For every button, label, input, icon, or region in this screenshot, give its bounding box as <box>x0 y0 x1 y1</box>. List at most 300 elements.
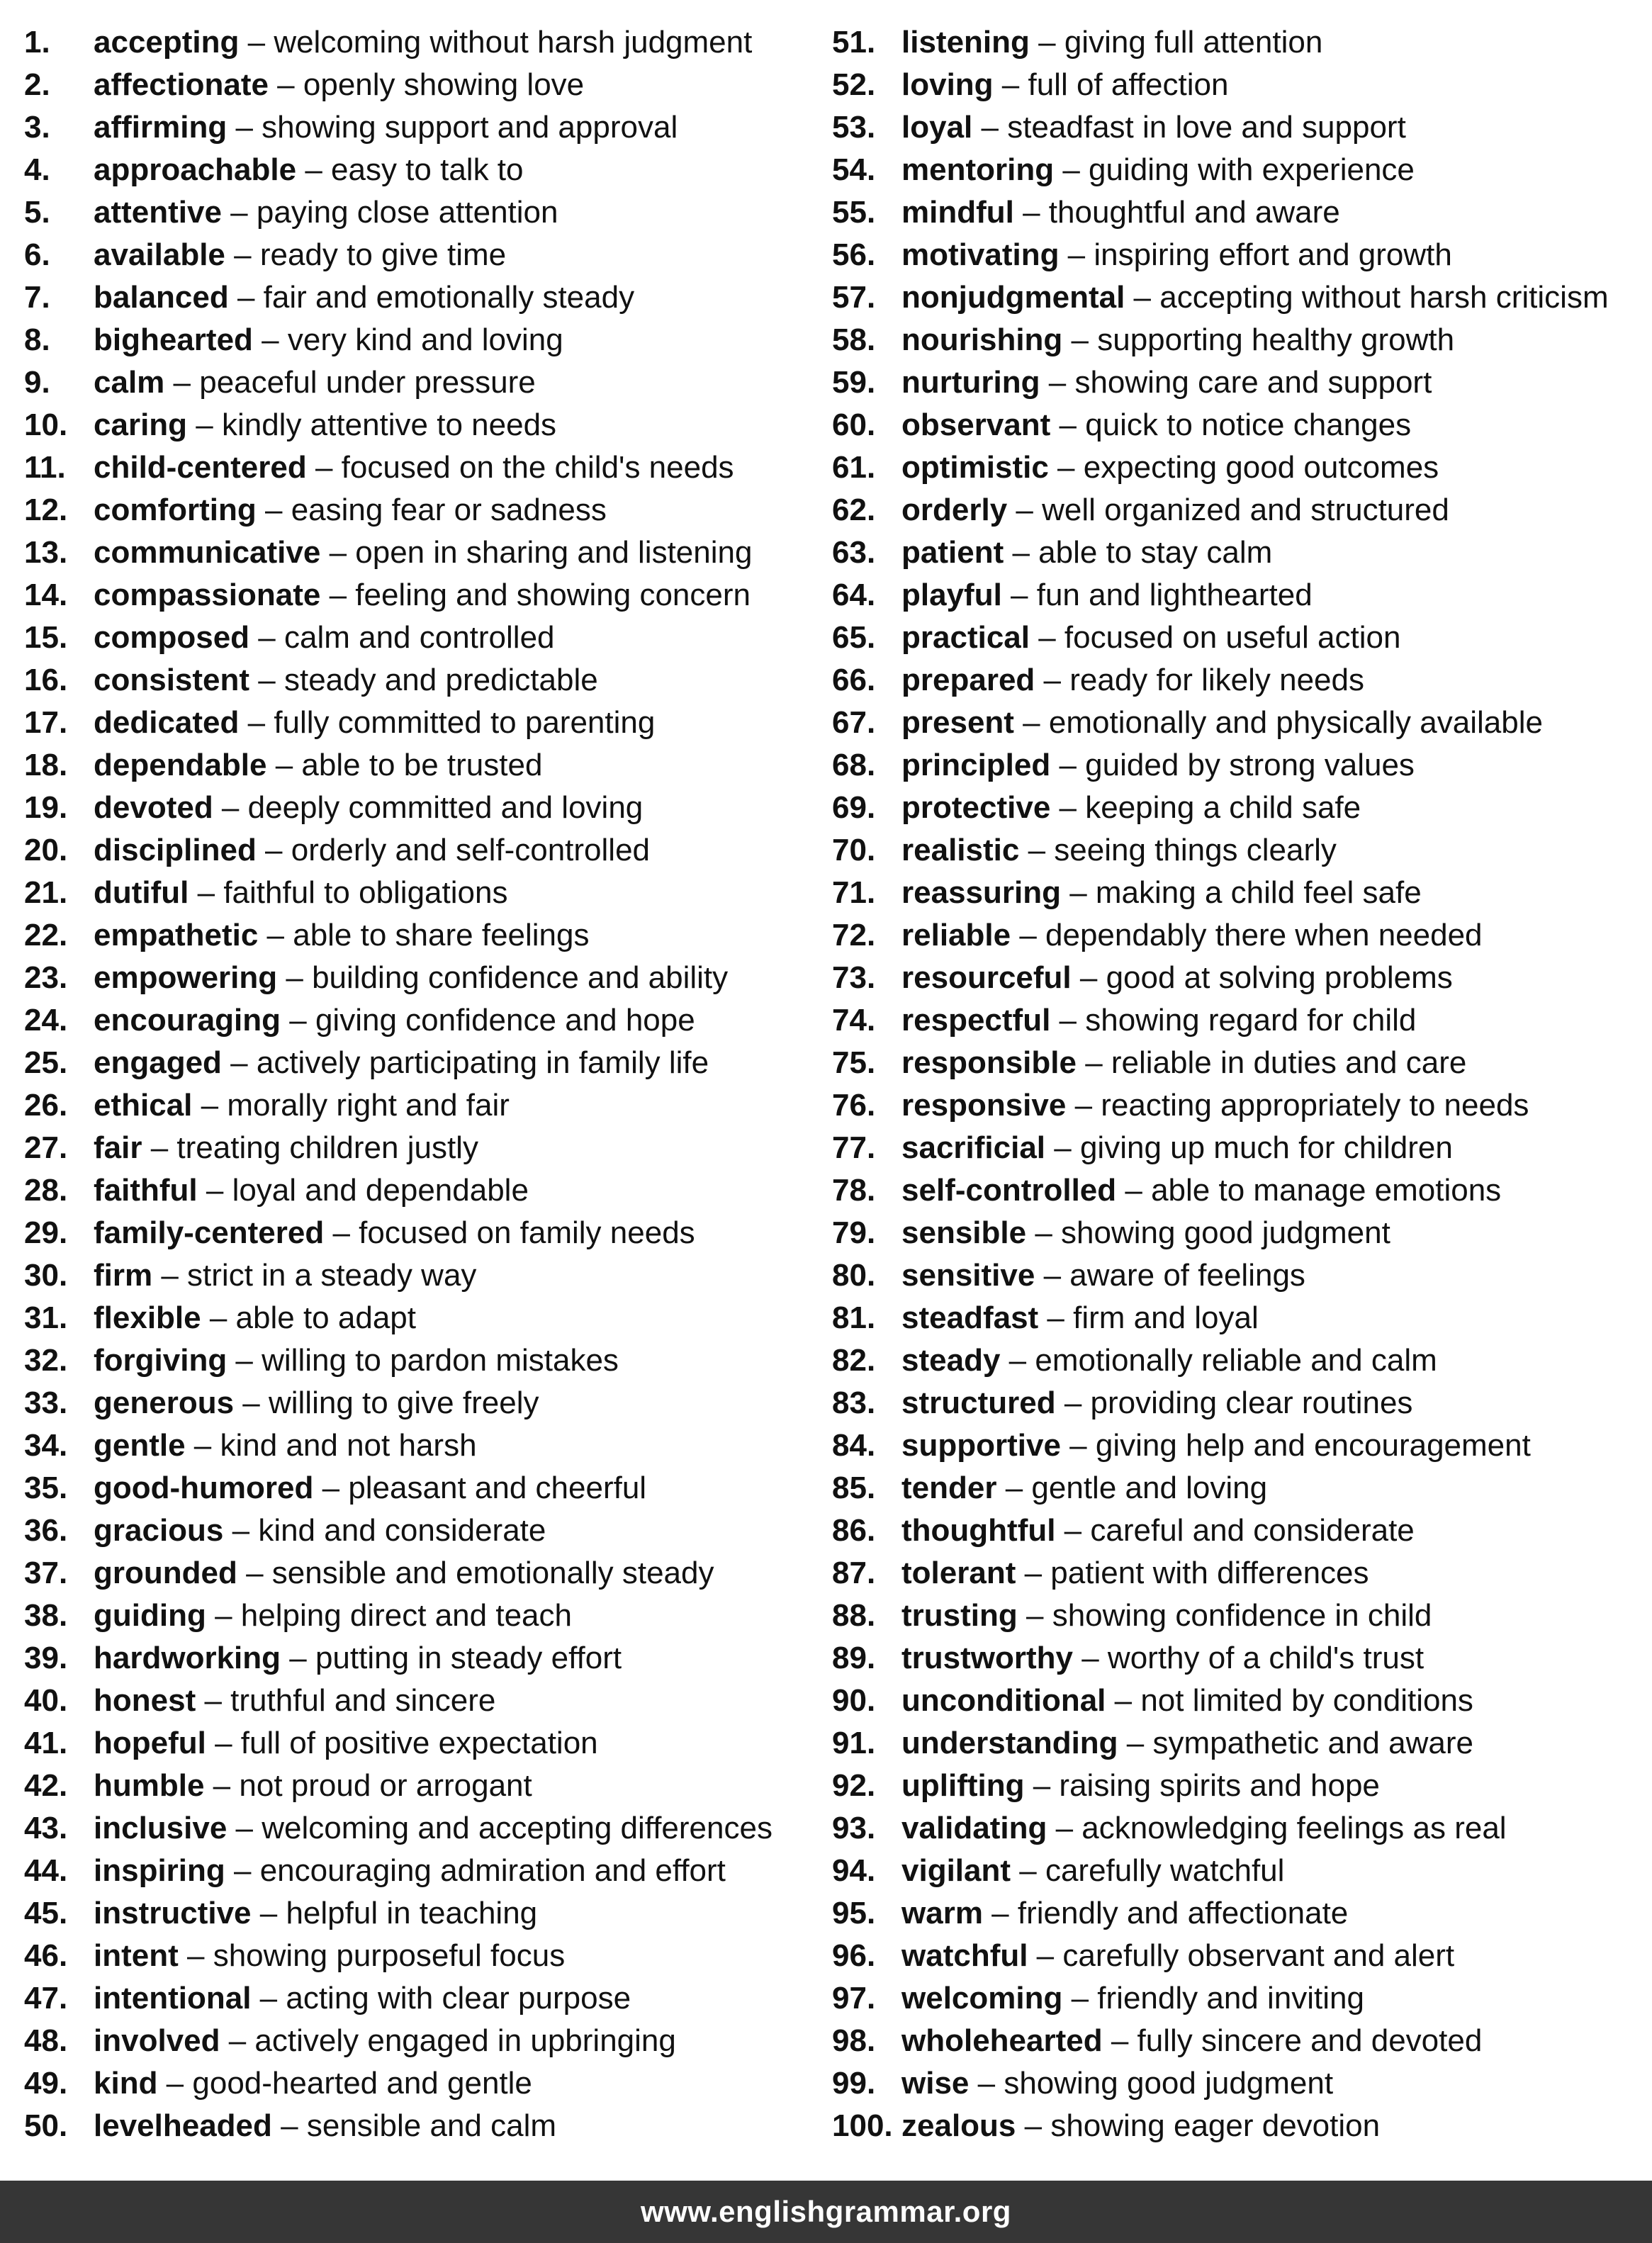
item-entry: gracious – kind and considerate <box>94 1513 546 1548</box>
item-definition: showing eager devotion <box>1050 2108 1381 2143</box>
item-definition: easy to talk to <box>331 152 524 187</box>
item-number: 20. <box>24 833 68 867</box>
list-item <box>24 2062 825 2105</box>
item-entry: generous – willing to give freely <box>94 1385 539 1420</box>
item-entry: tolerant – patient with differences <box>901 1556 1369 1590</box>
list-item <box>24 1850 825 1892</box>
item-word: loving <box>901 67 994 102</box>
item-number: 42. <box>24 1768 68 1803</box>
list-item <box>24 617 825 659</box>
item-word: sensitive <box>901 1258 1035 1293</box>
item-entry: respectful – showing regard for child <box>901 1003 1417 1038</box>
item-entry: understanding – sympathetic and aware <box>901 1726 1473 1760</box>
item-word: self-controlled <box>901 1173 1117 1208</box>
item-number: 62. <box>832 493 876 527</box>
item-word: hopeful <box>94 1726 206 1760</box>
list-item <box>24 702 825 744</box>
item-definition: welcoming without harsh judgment <box>274 25 753 60</box>
item-word: dutiful <box>94 875 189 910</box>
item-definition: easing fear or sadness <box>291 493 607 527</box>
item-entry: listening – giving full attention <box>901 25 1323 60</box>
item-word: resourceful <box>901 960 1072 995</box>
item-word: present <box>901 705 1014 740</box>
item-entry: resourceful – good at solving problems <box>901 960 1453 995</box>
item-entry: inclusive – welcoming and accepting differences <box>94 1811 772 1845</box>
item-number: 34. <box>24 1428 68 1463</box>
item-word: approachable <box>94 152 297 187</box>
item-word: honest <box>94 1683 196 1718</box>
item-definition: acknowledging feelings as real <box>1081 1811 1507 1845</box>
list-item <box>24 1127 825 1169</box>
item-word: warm <box>901 1896 983 1930</box>
item-number: 49. <box>24 2066 68 2101</box>
item-definition: accepting without harsh criticism <box>1159 280 1609 315</box>
item-word: accepting <box>94 25 240 60</box>
item-definition: orderly and self-controlled <box>291 833 651 867</box>
item-definition: showing purposeful focus <box>213 1938 566 1973</box>
list-item <box>24 149 825 191</box>
item-definition: guided by strong values <box>1085 748 1415 782</box>
list-item <box>24 1467 825 1510</box>
item-number: 48. <box>24 2023 68 2058</box>
item-number: 77. <box>832 1130 876 1165</box>
list-item <box>832 914 1647 957</box>
list-item <box>832 1169 1647 1212</box>
item-entry: compassionate – feeling and showing concern <box>94 578 751 612</box>
item-word: intentional <box>94 1981 252 2016</box>
list-item <box>832 1339 1647 1382</box>
item-entry: disciplined – orderly and self-controlled <box>94 833 651 867</box>
item-number: 71. <box>832 875 876 910</box>
item-entry: steadfast – firm and loyal <box>901 1300 1259 1335</box>
item-word: nonjudgmental <box>901 280 1125 315</box>
item-word: generous <box>94 1385 235 1420</box>
item-definition: reliable in duties and care <box>1111 1045 1467 1080</box>
item-number: 47. <box>24 1981 68 2016</box>
item-word: loyal <box>901 110 973 145</box>
item-number: 79. <box>832 1215 876 1250</box>
item-entry: nourishing – supporting healthy growth <box>901 322 1455 357</box>
item-word: thoughtful <box>901 1513 1056 1548</box>
list-item <box>24 276 825 319</box>
list-item <box>24 1254 825 1297</box>
item-definition: fully committed to parenting <box>274 705 656 740</box>
item-number: 9. <box>24 365 50 400</box>
list-item <box>24 1212 825 1254</box>
item-word: nurturing <box>901 365 1040 400</box>
item-entry: trusting – showing confidence in child <box>901 1598 1432 1633</box>
item-word: optimistic <box>901 450 1049 485</box>
item-number: 40. <box>24 1683 68 1718</box>
item-number: 52. <box>832 67 876 102</box>
item-entry: hopeful – full of positive expectation <box>94 1726 598 1760</box>
item-entry: sensible – showing good judgment <box>901 1215 1390 1250</box>
item-number: 27. <box>24 1130 68 1165</box>
item-entry: good-humored – pleasant and cheerful <box>94 1471 647 1505</box>
item-word: reassuring <box>901 875 1061 910</box>
item-entry: motivating – inspiring effort and growth <box>901 237 1452 272</box>
item-definition: not limited by conditions <box>1140 1683 1473 1718</box>
item-number: 5. <box>24 195 50 230</box>
list-item <box>24 1892 825 1935</box>
item-word: orderly <box>901 493 1008 527</box>
item-entry: calm – peaceful under pressure <box>94 365 536 400</box>
item-definition: sensible and calm <box>306 2108 557 2143</box>
list-item <box>24 1552 825 1595</box>
item-number: 33. <box>24 1385 68 1420</box>
item-number: 3. <box>24 110 50 145</box>
item-number: 19. <box>24 790 68 825</box>
item-number: 17. <box>24 705 68 740</box>
item-entry: tender – gentle and loving <box>901 1471 1268 1505</box>
list-item <box>832 1935 1647 1977</box>
item-definition: fully sincere and devoted <box>1137 2023 1483 2058</box>
list-item <box>832 191 1647 234</box>
item-number: 10. <box>24 407 68 442</box>
item-definition: acting with clear purpose <box>286 1981 631 2016</box>
item-entry: prepared – ready for likely needs <box>901 663 1364 697</box>
item-entry: intentional – acting with clear purpose <box>94 1981 631 2016</box>
item-entry: comforting – easing fear or sadness <box>94 493 607 527</box>
item-number: 35. <box>24 1471 68 1505</box>
item-word: trusting <box>901 1598 1018 1633</box>
item-definition: able to adapt <box>235 1300 416 1335</box>
item-number: 2. <box>24 67 50 102</box>
item-definition: raising spirits and hope <box>1059 1768 1380 1803</box>
item-entry: unconditional – not limited by conditions <box>901 1683 1473 1718</box>
item-number: 89. <box>832 1641 876 1675</box>
list-item <box>832 702 1647 744</box>
item-entry: sensitive – aware of feelings <box>901 1258 1305 1293</box>
item-definition: willing to give freely <box>268 1385 539 1420</box>
item-entry: patient – able to stay calm <box>901 535 1273 570</box>
item-entry: structured – providing clear routines <box>901 1385 1413 1420</box>
list-item <box>24 659 825 702</box>
list-item <box>832 21 1647 64</box>
item-number: 56. <box>832 237 876 272</box>
item-definition: keeping a child safe <box>1085 790 1361 825</box>
list-item <box>24 1637 825 1680</box>
list-item <box>832 1084 1647 1127</box>
item-number: 91. <box>832 1726 876 1760</box>
item-definition: sympathetic and aware <box>1152 1726 1473 1760</box>
item-word: humble <box>94 1768 205 1803</box>
item-entry: consistent – steady and predictable <box>94 663 598 697</box>
item-word: supportive <box>901 1428 1061 1463</box>
item-word: child-centered <box>94 450 307 485</box>
list-item <box>832 1680 1647 1722</box>
item-definition: full of positive expectation <box>240 1726 598 1760</box>
item-word: listening <box>901 25 1030 60</box>
item-number: 8. <box>24 322 50 357</box>
item-entry: fair – treating children justly <box>94 1130 478 1165</box>
list-item <box>832 64 1647 106</box>
item-number: 82. <box>832 1343 876 1378</box>
item-number: 41. <box>24 1726 68 1760</box>
item-definition: seeing things clearly <box>1054 833 1337 867</box>
item-entry: self-controlled – able to manage emotions <box>901 1173 1502 1208</box>
item-definition: carefully observant and alert <box>1062 1938 1455 1973</box>
footer-bar <box>0 2181 1652 2243</box>
item-definition: faithful to obligations <box>223 875 508 910</box>
list-item <box>24 1722 825 1765</box>
item-number: 46. <box>24 1938 68 1973</box>
list-item <box>24 1765 825 1807</box>
item-word: wise <box>901 2066 970 2101</box>
item-word: prepared <box>901 663 1035 697</box>
item-number: 24. <box>24 1003 68 1038</box>
item-definition: feeling and showing concern <box>355 578 751 612</box>
item-word: hardworking <box>94 1641 281 1675</box>
list-item <box>832 1042 1647 1084</box>
item-word: responsive <box>901 1088 1067 1123</box>
item-entry: optimistic – expecting good outcomes <box>901 450 1439 485</box>
item-entry: loyal – steadfast in love and support <box>901 110 1406 145</box>
item-number: 22. <box>24 918 68 952</box>
item-definition: thoughtful and aware <box>1048 195 1340 230</box>
item-definition: reacting appropriately to needs <box>1101 1088 1529 1123</box>
item-definition: patient with differences <box>1050 1556 1369 1590</box>
item-word: kind <box>94 2066 158 2101</box>
item-definition: making a child feel safe <box>1095 875 1422 910</box>
item-entry: watchful – carefully observant and alert <box>901 1938 1455 1973</box>
item-word: respectful <box>901 1003 1051 1038</box>
item-entry: dependable – able to be trusted <box>94 748 543 782</box>
item-entry: engaged – actively participating in family life <box>94 1045 709 1080</box>
item-definition: kind and considerate <box>258 1513 546 1548</box>
item-word: sacrificial <box>901 1130 1046 1165</box>
item-definition: able to be trusted <box>301 748 543 782</box>
item-entry: honest – truthful and sincere <box>94 1683 496 1718</box>
list-item <box>832 1722 1647 1765</box>
item-word: bighearted <box>94 322 253 357</box>
item-entry: family-centered – focused on family needs <box>94 1215 695 1250</box>
list-item <box>24 1424 825 1467</box>
list-item <box>24 532 825 574</box>
item-definition: firm and loyal <box>1073 1300 1259 1335</box>
list-item <box>832 659 1647 702</box>
item-entry: hardworking – putting in steady effort <box>94 1641 622 1675</box>
item-definition: willing to pardon mistakes <box>262 1343 619 1378</box>
item-word: mentoring <box>901 152 1055 187</box>
list-item <box>832 2020 1647 2062</box>
item-word: compassionate <box>94 578 321 612</box>
item-entry: dutiful – faithful to obligations <box>94 875 508 910</box>
item-word: vigilant <box>901 1853 1011 1888</box>
list-item <box>24 1382 825 1424</box>
list-item <box>24 1169 825 1212</box>
item-entry: responsive – reacting appropriately to needs <box>901 1088 1529 1123</box>
item-definition: well organized and structured <box>1042 493 1449 527</box>
item-definition: focused on the child's needs <box>341 450 734 485</box>
item-definition: loyal and dependable <box>232 1173 529 1208</box>
list-item <box>832 106 1647 149</box>
list-item <box>832 1807 1647 1850</box>
item-number: 6. <box>24 237 50 272</box>
item-definition: dependably there when needed <box>1045 918 1483 952</box>
list-item <box>24 191 825 234</box>
item-definition: able to manage emotions <box>1151 1173 1502 1208</box>
item-entry: encouraging – giving confidence and hope <box>94 1003 695 1038</box>
item-number: 50. <box>24 2108 68 2143</box>
item-word: gentle <box>94 1428 186 1463</box>
item-word: forgiving <box>94 1343 227 1378</box>
item-number: 30. <box>24 1258 68 1293</box>
item-number: 53. <box>832 110 876 145</box>
item-entry: practical – focused on useful action <box>901 620 1401 655</box>
item-number: 44. <box>24 1853 68 1888</box>
item-word: consistent <box>94 663 250 697</box>
list-item <box>24 319 825 361</box>
item-number: 84. <box>832 1428 876 1463</box>
item-entry: protective – keeping a child safe <box>901 790 1361 825</box>
item-word: nourishing <box>901 322 1063 357</box>
item-definition: inspiring effort and growth <box>1094 237 1452 272</box>
item-definition: worthy of a child's trust <box>1107 1641 1425 1675</box>
item-word: disciplined <box>94 833 257 867</box>
item-word: devoted <box>94 790 213 825</box>
item-definition: showing good judgment <box>1061 1215 1390 1250</box>
item-word: instructive <box>94 1896 252 1930</box>
item-number: 1. <box>24 25 50 60</box>
list-item <box>24 744 825 787</box>
item-entry: approachable – easy to talk to <box>94 152 524 187</box>
list-item <box>24 574 825 617</box>
item-definition: fun and lighthearted <box>1036 578 1313 612</box>
item-definition: showing regard for child <box>1085 1003 1417 1038</box>
item-number: 43. <box>24 1811 68 1845</box>
item-word: dedicated <box>94 705 240 740</box>
item-entry: child-centered – focused on the child's needs <box>94 450 734 485</box>
item-number: 75. <box>832 1045 876 1080</box>
list-item <box>832 999 1647 1042</box>
item-definition: carefully watchful <box>1045 1853 1285 1888</box>
item-number: 29. <box>24 1215 68 1250</box>
list-item <box>832 1297 1647 1339</box>
footer-website-link[interactable]: www.englishgrammar.org <box>641 2195 1011 2228</box>
item-entry: composed – calm and controlled <box>94 620 555 655</box>
item-definition: aware of feelings <box>1069 1258 1305 1293</box>
item-entry: thoughtful – careful and considerate <box>901 1513 1415 1548</box>
item-number: 21. <box>24 875 68 910</box>
item-word: engaged <box>94 1045 222 1080</box>
item-number: 86. <box>832 1513 876 1548</box>
item-entry: firm – strict in a steady way <box>94 1258 477 1293</box>
list-item <box>24 957 825 999</box>
item-definition: showing support and approval <box>262 110 678 145</box>
item-word: understanding <box>901 1726 1118 1760</box>
item-entry: present – emotionally and physically available <box>901 705 1543 740</box>
item-number: 88. <box>832 1598 876 1633</box>
item-entry: flexible – able to adapt <box>94 1300 416 1335</box>
item-definition: steady and predictable <box>283 663 598 697</box>
item-entry: involved – actively engaged in upbringing <box>94 2023 676 2058</box>
item-entry: grounded – sensible and emotionally steady <box>94 1556 714 1590</box>
list-item <box>832 574 1647 617</box>
item-word: playful <box>901 578 1002 612</box>
item-number: 55. <box>832 195 876 230</box>
item-word: composed <box>94 620 250 655</box>
item-entry: loving – full of affection <box>901 67 1229 102</box>
list-item <box>24 2020 825 2062</box>
item-entry: ethical – morally right and fair <box>94 1088 510 1123</box>
item-word: ethical <box>94 1088 193 1123</box>
item-entry: orderly – well organized and structured <box>901 493 1449 527</box>
item-entry: guiding – helping direct and teach <box>94 1598 572 1633</box>
item-entry: instructive – helpful in teaching <box>94 1896 538 1930</box>
item-entry: welcoming – friendly and inviting <box>901 1981 1364 2016</box>
item-word: trustworthy <box>901 1641 1073 1675</box>
item-number: 70. <box>832 833 876 867</box>
item-entry: intent – showing purposeful focus <box>94 1938 566 1973</box>
item-definition: paying close attention <box>256 195 558 230</box>
list-item <box>832 1254 1647 1297</box>
list-item <box>24 1084 825 1127</box>
item-word: realistic <box>901 833 1020 867</box>
item-number: 31. <box>24 1300 68 1335</box>
item-definition: sensible and emotionally steady <box>271 1556 714 1590</box>
item-definition: ready to give time <box>259 237 507 272</box>
item-number: 39. <box>24 1641 68 1675</box>
item-word: affectionate <box>94 67 269 102</box>
item-entry: affirming – showing support and approval <box>94 110 678 145</box>
item-definition: giving confidence and hope <box>315 1003 695 1038</box>
list-item <box>832 1467 1647 1510</box>
item-word: levelheaded <box>94 2108 272 2143</box>
list-item <box>832 872 1647 914</box>
list-item <box>24 1807 825 1850</box>
item-definition: guiding with experience <box>1089 152 1415 187</box>
item-number: 69. <box>832 790 876 825</box>
item-number: 97. <box>832 1981 876 2016</box>
list-item <box>832 404 1647 446</box>
item-definition: very kind and loving <box>287 322 563 357</box>
item-entry: mindful – thoughtful and aware <box>901 195 1340 230</box>
list-item <box>24 1339 825 1382</box>
list-item <box>832 276 1647 319</box>
item-number: 83. <box>832 1385 876 1420</box>
item-entry: affectionate – openly showing love <box>94 67 585 102</box>
list-item <box>832 829 1647 872</box>
item-number: 85. <box>832 1471 876 1505</box>
item-word: calm <box>94 365 165 400</box>
item-number: 98. <box>832 2023 876 2058</box>
item-word: fair <box>94 1130 142 1165</box>
list-item <box>832 234 1647 276</box>
list-item <box>832 1424 1647 1467</box>
item-word: watchful <box>901 1938 1028 1973</box>
list-item <box>832 2062 1647 2105</box>
list-item <box>832 1510 1647 1552</box>
item-definition: showing good judgment <box>1004 2066 1334 2101</box>
list-item <box>24 999 825 1042</box>
item-entry: realistic – seeing things clearly <box>901 833 1337 867</box>
item-word: steady <box>901 1343 1001 1378</box>
list-item <box>832 319 1647 361</box>
item-entry: empowering – building confidence and ability <box>94 960 729 995</box>
item-entry: principled – guided by strong values <box>901 748 1415 782</box>
list-item <box>24 872 825 914</box>
list-item <box>24 2105 825 2147</box>
item-word: gracious <box>94 1513 224 1548</box>
item-definition: expecting good outcomes <box>1083 450 1439 485</box>
list-item <box>832 1595 1647 1637</box>
item-definition: welcoming and accepting differences <box>262 1811 772 1845</box>
item-entry: reliable – dependably there when needed <box>901 918 1483 952</box>
item-number: 64. <box>832 578 876 612</box>
item-definition: quick to notice changes <box>1085 407 1412 442</box>
item-word: practical <box>901 620 1030 655</box>
